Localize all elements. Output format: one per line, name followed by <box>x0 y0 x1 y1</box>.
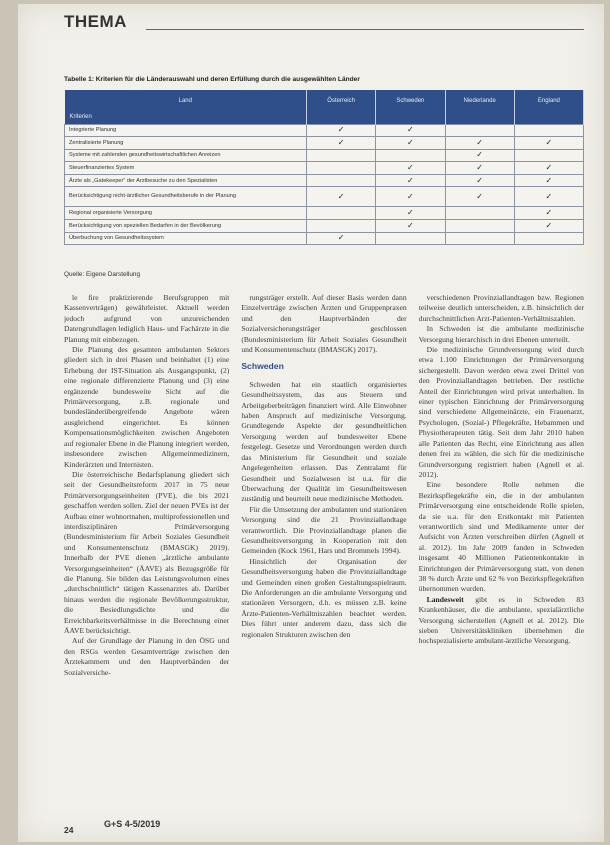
page-number: 24 <box>64 825 74 835</box>
checkmark-icon: ✓ <box>376 207 445 220</box>
empty-cell <box>307 149 376 162</box>
section-title: THEMA <box>64 12 127 31</box>
checkmark-icon: ✓ <box>514 174 583 187</box>
paragraph: le fire praktizierende Berufsgruppen mit Kassenverträgen) gewährleistet. Aktuell werden jedoch aufgrund von unzureichenden Datengrundlagen lediglich Haus- und Fachärzte in die Planung mit einbezogen. <box>64 293 230 344</box>
table-caption: Tabelle 1: Kriterien für die Länderauswahl und deren Erfüllung durch die ausgewählten Länder <box>64 76 360 83</box>
table-source: Quelle: Eigene Darstellung <box>64 271 141 278</box>
journal-issue: G+S 4-5/2019 <box>104 819 161 829</box>
checkmark-icon: ✓ <box>376 187 445 207</box>
criterion-label: Berücksichtigung nicht-ärztlicher Gesundheitsberufe in der Planung <box>65 187 307 207</box>
table-header-row <box>65 90 584 124</box>
checkmark-icon: ✓ <box>445 174 514 187</box>
criterion-label: Regional organisierte Versorgung <box>65 207 307 220</box>
empty-cell <box>307 162 376 175</box>
checkmark-icon: ✓ <box>376 220 445 233</box>
checkmark-icon: ✓ <box>514 207 583 220</box>
header-cell-land <box>65 90 307 124</box>
checkmark-icon: ✓ <box>376 124 445 137</box>
column-2-body <box>241 380 406 640</box>
checkmark-icon: ✓ <box>307 124 376 137</box>
paragraph: Die Planung des gesamten ambulanten Sektors gliedert sich in drei Phasen und beinhaltet (1) eine Erhebung der IST-Situation als Ausgangspunkt, (2) eine regionale differenzierte Planung und (3) eine ergänzende bundesweite Sicht auf die Primärversorgung, z.B. regionale und bundesländerübergreifende Angebote wären ausgleichend eingerichtet. Es können Kompensationsmöglichkeiten zwischen Angeboten auf regionaler Ebene in die Planung integriert werden, insbesondere zwischen Allgemeinmedizinern, Kinderärzten und Internisten. <box>64 345 230 469</box>
empty-cell <box>376 232 445 245</box>
table-row <box>65 220 584 233</box>
table-row <box>65 187 584 207</box>
criterion-label: Ärzte als „Gatekeeper“ der Arztbesuche zu den Spezialisten <box>65 174 307 187</box>
header-label-kriterien: Kriterien <box>69 113 92 120</box>
checkmark-icon: ✓ <box>445 162 514 175</box>
magazine-page <box>18 4 604 842</box>
paragraph: Die österreichische Bedarfsplanung gliedert sich seit der Gesundheitsreform 2017 in 75 neue Primärversorgungseinheiten (PVE), die bis 2021 geschaffen werden sollen. Ziel der neuen PVEs ist der Aufbau einer wohnortnahen, multiprofessionellen und interdisziplinären Primärversorgung (Bundesministerium für Arbeit Soziales Gesundheit und Konsumentenschutz (BMASGK) 2019). Innerhalb der PVE dienen „ärztliche ambulante Versorgungseinheiten“ (ÄAVE) als Bezugsgröße für die Planung. Sie bilden das Leistungsvolumen eines „durchschnittlich“ tätigen Kassenarztes ab. Darüber hinaus werden die regionale Bevölkerungsstruktur, die Besiedlungsdichte und die Erreichbarkeitsverhältnisse in die Berechnung einer ÄAVE berücksichtigt. <box>64 469 230 635</box>
checkmark-icon: ✓ <box>445 187 514 207</box>
empty-cell <box>514 124 583 137</box>
table-row <box>65 149 584 162</box>
column-3-body <box>419 293 584 595</box>
header-cell-england: England <box>514 90 583 124</box>
checkmark-icon: ✓ <box>514 220 583 233</box>
text-column-2 <box>241 293 406 809</box>
table-row <box>65 137 584 150</box>
header-cell-niederlande: Niederlande <box>445 90 514 124</box>
table-row <box>65 232 584 245</box>
paragraph: rungsträger erstellt. Auf dieser Basis werden dann Einzelverträge zwischen Ärzten und Gruppenpraxen und den Hauptverbänden der Sozialversicherungsträger geschlossen (Bundesministerium für Arbeit Soziales Gesundheit und Konsumentenschutz (BMASGK) 2017). <box>241 293 407 355</box>
page-footer <box>64 819 161 835</box>
paragraph: verschiedenen Provinziallandtagen bzw. Regionen teilweise deutlich unterscheiden, z.B. hinsichtlich der durchschnittlichen Arzt-Patienten-Verhältniszahlen. <box>418 293 584 323</box>
checkmark-icon: ✓ <box>307 232 376 245</box>
subheading-schweden: Schweden <box>241 361 284 372</box>
lead-word: Landesweit <box>426 594 464 604</box>
header-cell-oesterreich: Österreich <box>307 90 376 124</box>
empty-cell <box>307 174 376 187</box>
article-body <box>64 293 584 809</box>
empty-cell <box>514 232 583 245</box>
empty-cell <box>514 149 583 162</box>
empty-cell <box>445 207 514 220</box>
criterion-label: Systeme mit zahlenden gesundheitswirtschaftlichen Anreizen <box>65 149 307 162</box>
table-row <box>65 174 584 187</box>
section-header <box>64 12 584 38</box>
empty-cell <box>307 220 376 233</box>
checkmark-icon: ✓ <box>376 137 445 150</box>
header-cell-schweden: Schweden <box>376 90 445 124</box>
checkmark-icon: ✓ <box>514 137 583 150</box>
paragraph: Die medizinische Grundversorgung wird durch etwa 1.100 Einrichtungen der Primärversorgung sichergestellt. Davon werden etwa zwei Drittel von den Provinziallandtagen betrieben. Der restliche Anteil der Einrichtungen wird privat unterhalten. In einer typischen Einrichtung der Primärversorgung sind verschiedene Allgemeinärzte, ein Frauenarzt, Psychologen, (Sozial-) Pflegekräfte, Hebammen und Physiotherapeuten tätig. Seit dem Jahr 2010 haben alle Patienten das Recht, eine Einrichtung aus allen denen frei zu wählen, die sich für die medizinische Grundversorgung registriert haben (Agnell et al. 2012). <box>418 345 584 479</box>
checkmark-icon: ✓ <box>376 162 445 175</box>
empty-cell <box>445 220 514 233</box>
checkmark-icon: ✓ <box>307 137 376 150</box>
table-body <box>65 124 584 245</box>
paragraph: Schweden hat ein staatlich organisiertes Gesundheitssystem, das aus Steuern und Arbeitgeberbeiträgen finanziert wird. Alle Einwohner haben Anspruch auf medizinische Versorgung. Grundlegende Aspekte der gesundheitlichen Versorgung werden auf bundesweiter Ebene festgelegt. Gesetze und Verordnungen werden durch das Ministerium für Gesundheit und soziale Angelegenheiten erlassen. Das Zentralamt für Gesundheit und Sozialwesen ist u.a. für die Überwachung der Qualität im Gesundheitswesen zuständig und beurteilt neue medizinische Methoden. <box>241 379 407 504</box>
criterion-label: Steuerfinanziertes System <box>65 162 307 175</box>
table-row <box>65 207 584 220</box>
column-2-intro <box>241 293 406 355</box>
checkmark-icon: ✓ <box>445 137 514 150</box>
paragraph: Auf der Grundlage der Planung in den ÖSG und den RSGs werden Gesamtverträge zwischen den Ärztekammern und den Hauptverbänden der Sozialversiche- <box>64 636 230 677</box>
text-column-3 <box>419 293 584 809</box>
criterion-label: Überbuchung von Gesundheitssystem <box>65 232 307 245</box>
checkmark-icon: ✓ <box>307 187 376 207</box>
checkmark-icon: ✓ <box>445 149 514 162</box>
paragraph: Für die Umsetzung der ambulanten und stationären Versorgung sind die 21 Provinziallandtage verantwortlich. Die Provinziallandtage planen die Gesundheitsversorgung in Kooperation mit den Gemeinden (Kock 1961, Hars und Brommels 1994). <box>241 504 407 556</box>
empty-cell <box>445 124 514 137</box>
table-row <box>65 124 584 137</box>
paragraph-text: gibt es in Schweden 83 Krankenhäuser, die die ambulante, spezialärztliche Versorgung sicherstellen (Agnell et al. 2012). Die sieben Universitätskliniken übernehmen die hochspezialisierte ambulant-ärztliche Versorgung. <box>418 594 584 646</box>
header-label-land: Land <box>178 98 192 104</box>
criteria-table <box>64 90 584 245</box>
checkmark-icon: ✓ <box>514 187 583 207</box>
table-row <box>65 162 584 175</box>
empty-cell <box>445 232 514 245</box>
criterion-label: Zentralisierte Planung <box>65 137 307 150</box>
criterion-label: Integrierte Planung <box>65 124 307 137</box>
paragraph: In Schweden ist die ambulante medizinische Versorgung hierarchisch in drei Ebenen unterteilt. <box>418 324 584 344</box>
checkmark-icon: ✓ <box>376 174 445 187</box>
text-column-1 <box>64 293 229 809</box>
checkmark-icon: ✓ <box>514 162 583 175</box>
criterion-label: Berücksichtigung von speziellen Bedarfen in der Bevölkerung <box>65 220 307 233</box>
paragraph: Eine besondere Rolle nehmen die Bezirkspflegekräfte ein, die in der ambulanten Primärversorgung eine entscheidende Rolle spielen, da sie u.a. für den Erstkontakt mit Patienten verantwortlich sind und Medikamente unter der Aufsicht von Ärzten verschreiben dürfen (Agnell et al. 2012). Im Jahr 2009 fanden in Schweden insgesamt 40 Millionen Patientenkontakte in Einrichtungen der Primärversorgung statt, von denen 38 % durch Ärzte und 62 % von Bezirkspflegekräften übernommen wurden. <box>418 480 584 594</box>
empty-cell <box>376 149 445 162</box>
header-rule <box>146 29 584 30</box>
paragraph-landesweit <box>419 595 584 647</box>
paragraph: Hinsichtlich der Organisation der Gesundheitsversorgung haben die Provinziallandtage und Gemeinden einen großen Gestaltungsspielraum. Die Anforderungen an die ambulante Versorgung und stationären Versorgern, d.h. es müssen z.B. keine Ärzte-Patienten-Verhältniszahlen beachtet werden. Dies führt unter anderem dazu, dass sich die regionalen Strukturen zwischen den <box>241 556 407 639</box>
empty-cell <box>307 207 376 220</box>
